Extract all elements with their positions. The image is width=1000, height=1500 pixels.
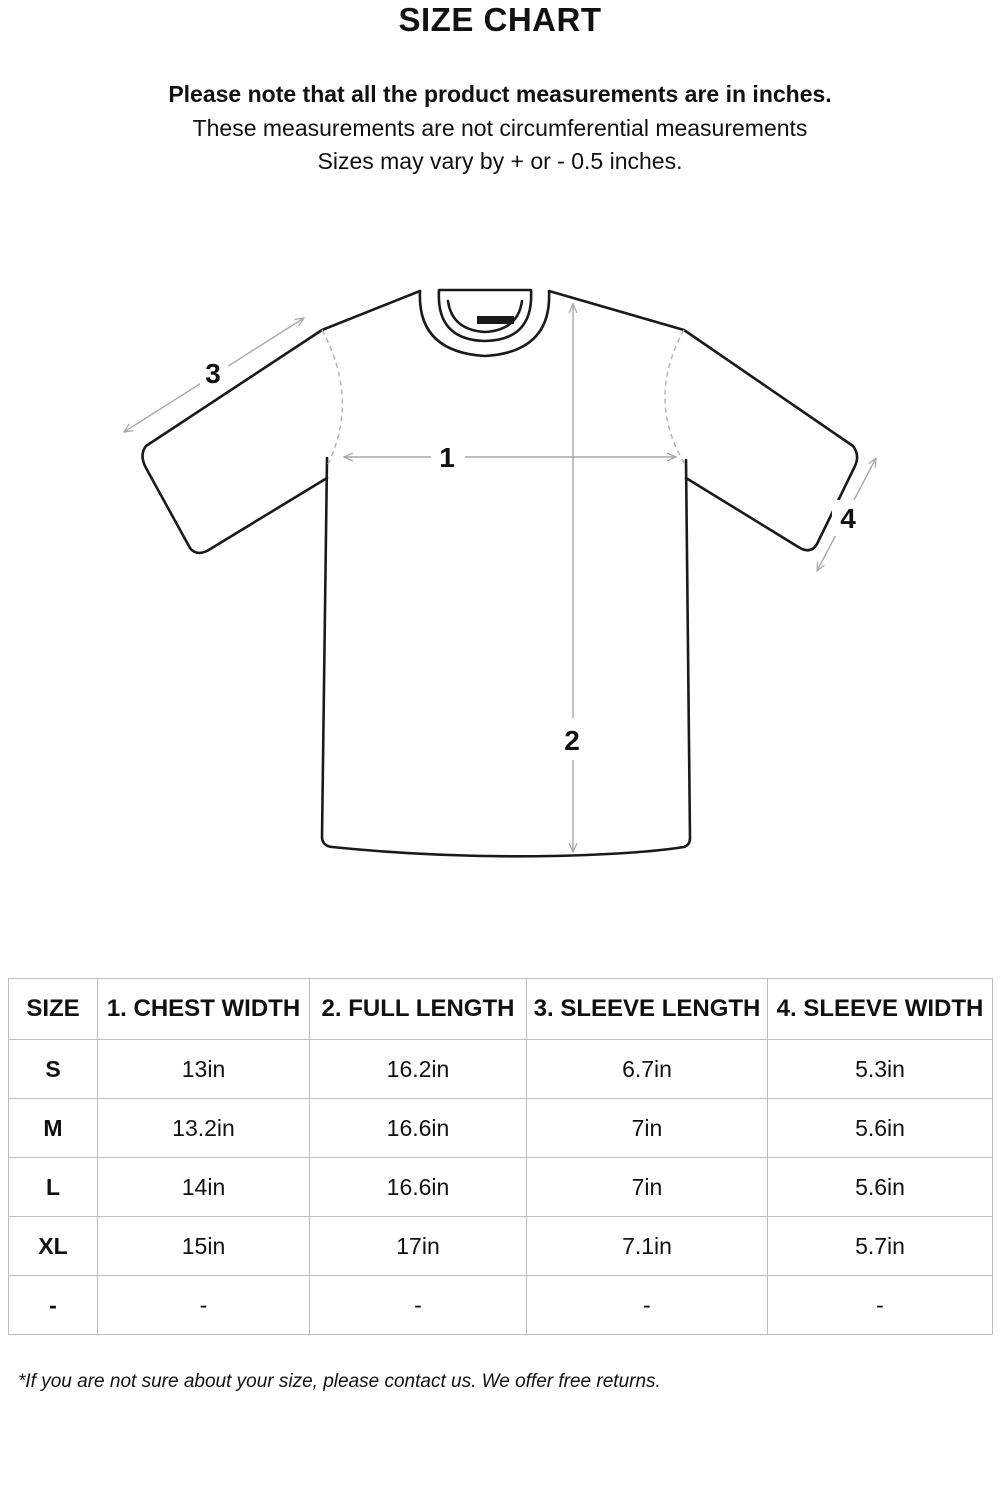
column-header-sleeve-length: 3. SLEEVE LENGTH (527, 979, 768, 1040)
sleeve-length-cell: 7.1in (527, 1217, 768, 1276)
sleeve-length-cell: 7in (527, 1158, 768, 1217)
column-header-full-length: 2. FULL LENGTH (310, 979, 527, 1040)
column-header-chest-width: 1. CHEST WIDTH (98, 979, 310, 1040)
size-cell: - (9, 1276, 98, 1335)
measurement-note-line-1: These measurements are not circumferential measurements (192, 115, 808, 141)
label-chest-width: 1 (439, 442, 455, 473)
full-length-cell: 16.6in (310, 1099, 527, 1158)
size-cell: L (9, 1158, 98, 1217)
size-table (8, 978, 993, 1335)
label-sleeve-width: 4 (840, 503, 856, 534)
chest-width-cell: 14in (98, 1158, 310, 1217)
sleeve-length-cell: - (527, 1276, 768, 1335)
table-header-row (9, 979, 993, 1040)
size-cell: S (9, 1040, 98, 1099)
measurement-note-line-2: Sizes may vary by + or - 0.5 inches. (317, 148, 683, 174)
chest-width-cell: 15in (98, 1217, 310, 1276)
full-length-cell: 17in (310, 1217, 527, 1276)
chest-width-cell: - (98, 1276, 310, 1335)
size-cell: XL (9, 1217, 98, 1276)
tshirt-measurement-diagram (0, 260, 1000, 880)
sleeve-width-cell: 5.6in (768, 1099, 993, 1158)
full-length-cell: 16.6in (310, 1158, 527, 1217)
column-header-sleeve-width: 4. SLEEVE WIDTH (768, 979, 993, 1040)
sleeve-width-cell: 5.7in (768, 1217, 993, 1276)
sleeve-width-cell: - (768, 1276, 993, 1335)
armhole-seams (322, 330, 686, 466)
full-length-cell: - (310, 1276, 527, 1335)
table-row (9, 1276, 993, 1335)
chest-width-cell: 13in (98, 1040, 310, 1099)
table-row (9, 1158, 993, 1217)
measurement-note-bold: Please note that all the product measurements are in inches. (168, 81, 832, 107)
neck-label (477, 316, 514, 324)
table-row (9, 1099, 993, 1158)
column-header-size: SIZE (9, 979, 98, 1040)
sleeve-length-cell: 6.7in (527, 1040, 768, 1099)
full-length-cell: 16.2in (310, 1040, 527, 1099)
sleeve-length-cell: 7in (527, 1099, 768, 1158)
chest-width-cell: 13.2in (98, 1099, 310, 1158)
footnote: *If you are not sure about your size, please contact us. We offer free returns. (18, 1371, 661, 1392)
label-sleeve-length: 3 (205, 358, 221, 389)
sleeve-width-cell: 5.6in (768, 1158, 993, 1217)
size-cell: M (9, 1099, 98, 1158)
table-row (9, 1040, 993, 1099)
sleeve-width-cell: 5.3in (768, 1040, 993, 1099)
label-full-length: 2 (564, 725, 580, 756)
page-title: SIZE CHART (398, 1, 602, 38)
tshirt-outline (143, 290, 858, 856)
table-row (9, 1217, 993, 1276)
